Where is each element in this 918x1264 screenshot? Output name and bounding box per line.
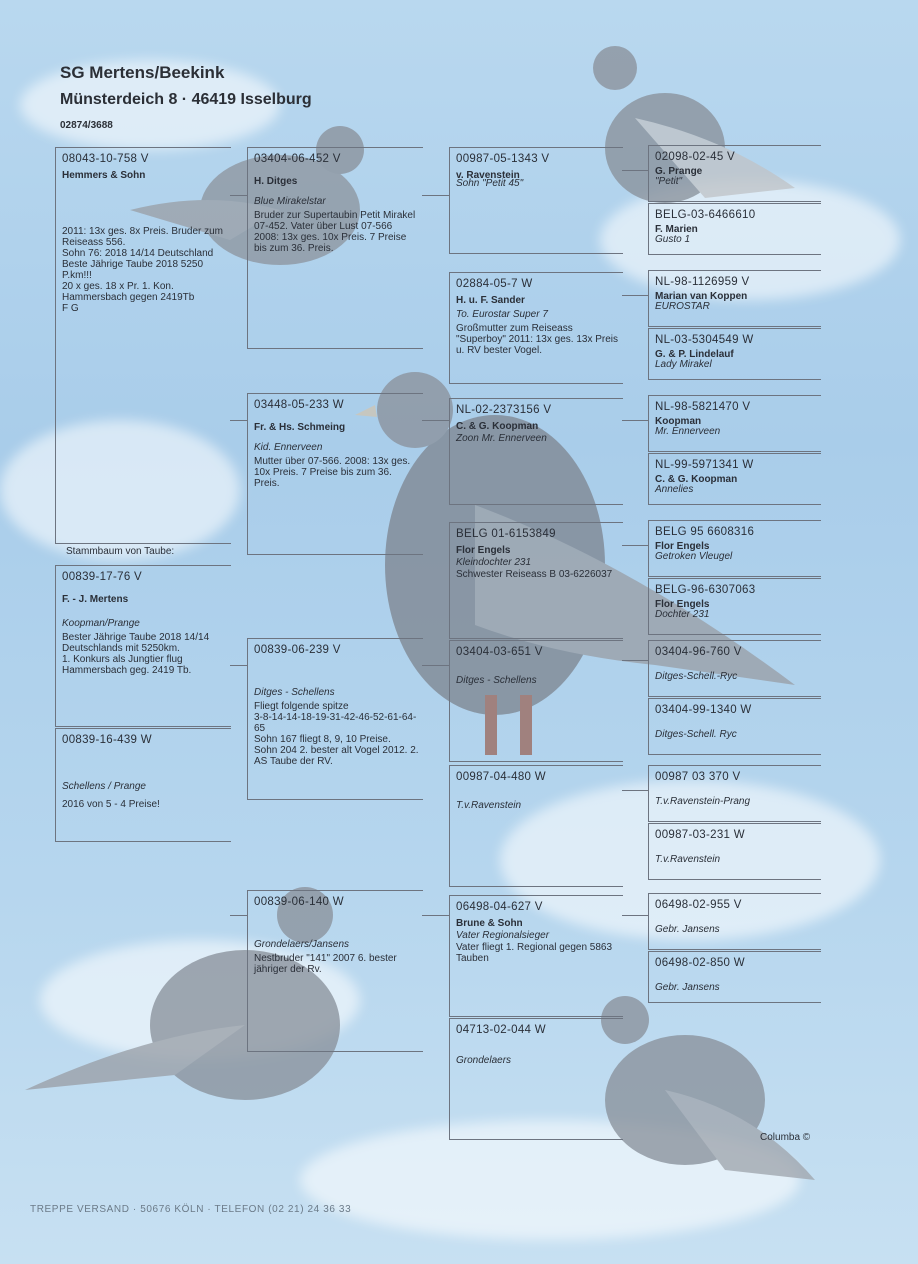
pedigree-num: 03404-96-760 V [655,646,742,658]
pedigree-strain: Ditges - Schellens [254,687,335,698]
pedigree-strain: Mr. Ennerveen [655,426,721,437]
pedigree-strain: Grondelaers [456,1055,512,1066]
connector-line [622,295,648,296]
pedigree-strain: Sohn "Petit 45" [456,178,524,189]
pedigree-num: 00987-05-1343 V [456,153,550,165]
connector-line [622,660,648,661]
pedigree-name: Brune & Sohn [456,918,523,929]
pedigree-note: Vater fliegt 1. Regional gegen 5863 Tauben [456,942,613,964]
pedigree-num: 03448-05-233 W [254,399,344,411]
pedigree-name: C. & G. Koopman [655,474,738,485]
connector-line [230,665,247,666]
pedigree-name: C. & G. Koopman [456,421,539,432]
pedigree-num: BELG 01-6153849 [456,528,556,540]
pedigree-box-g8 [449,1018,623,1140]
pedigree-num: 02884-05-7 W [456,278,533,290]
pedigree-num: NL-98-1126959 V [655,276,750,288]
pedigree-note: 2016 von 5 - 4 Preise! [62,799,160,810]
pedigree-name: Koopman [655,416,702,427]
pedigree-box-g4 [449,522,623,639]
pedigree-box-a9 [648,640,821,697]
breeder-address: Münsterdeich 8 · 46419 Isselburg [60,91,312,108]
pedigree-box-g6 [449,765,623,887]
pedigree-num: 03404-06-452 V [254,153,341,165]
connector-line [422,915,449,916]
pedigree-name: Fr. & Hs. Schmeing [254,422,346,433]
pedigree-note: Fliegt folgende spitze 3-8-14-14-18-19-31-42-46-52-61-64-65 Sohn 167 fliegt 8, 9, 10 Preise. Sohn 204 2. bester alt Vogel 2012. 2. AS Taube der RV. [254,701,419,767]
pedigree-strain: Ditges-Schell. Ryc [655,729,737,740]
pedigree-strain: Gebr. Jansens [655,982,720,993]
pedigree-strain: Lady Mirakel [655,359,712,370]
pedigree-box-a6 [648,453,821,505]
pedigree-box-a5 [648,395,821,452]
pedigree-box-s3 [247,638,423,800]
pedigree-num: NL-02-2373156 V [456,404,552,416]
pedigree-note: Mutter über 07-566. 2008: 13x ges. 10x Preis. 7 Preise bis zum 36. Preis. [254,456,411,489]
pedigree-num: 00987-04-480 W [456,771,546,783]
pedigree-box-subject [55,565,231,727]
pedigree-num: NL-03-5304549 W [655,334,754,346]
connector-line [230,420,247,421]
pedigree-name: G. Prange [655,166,703,177]
pedigree-box-a7 [648,520,821,577]
pedigree-box-a4 [648,328,821,380]
breeder-name: SG Mertens/Beekink [60,63,225,82]
pedigree-strain: EUROSTAR [655,301,710,312]
pedigree-box-a10 [648,698,821,755]
pedigree-strain: Dochter 231 [655,609,710,620]
copyright: Columba © [760,1132,811,1143]
pedigree-num: BELG-03-6466610 [655,209,756,221]
pedigree-box-a13 [648,893,821,950]
pedigree-note: Bruder zur Supertaubin Petit Mirakel 07-452. Vater über Lust 07-566 2008: 13x ges. 10x Preis. 7 Preise bis zum 36. Preis. [254,210,416,254]
pedigree-box-g7 [449,895,623,1017]
connector-line [230,195,247,196]
pedigree-box-g5 [449,640,623,762]
pedigree-strain: Getroken Vleugel [655,551,733,562]
pedigree-num: 00987 03 370 V [655,771,741,783]
pedigree-name: Flor Engels [655,599,710,610]
pedigree-name: Marian van Koppen [655,291,748,302]
pedigree-num: 06498-04-627 V [456,901,543,913]
pedigree-strain: Gusto 1 [655,234,691,245]
pedigree-strain: Zoon Mr. Ennerveen [456,433,547,444]
pedigree-box-a8 [648,578,821,635]
pedigree-strain: T.v.Ravenstein [456,800,522,811]
pedigree-name: v. Ravenstein [456,170,520,181]
pedigree-strain: Kid. Ennerveen [254,442,323,453]
pedigree-box-g1 [449,147,623,254]
pedigree-num: 00839-06-239 V [254,644,341,656]
pedigree-strain: Vater Regionalsieger [456,930,550,941]
pedigree-name: H. u. F. Sander [456,295,525,306]
pedigree-strain: Gebr. Jansens [655,924,720,935]
pedigree-num: 03404-99-1340 W [655,704,752,716]
pedigree-name: F. - J. Mertens [62,594,129,605]
pedigree-strain: "Petit" [655,176,683,187]
pedigree-num: 00839-16-439 W [62,734,152,746]
pedigree-num: 00987-03-231 W [655,829,745,841]
pedigree-strain: Blue Mirakelstar [254,196,326,207]
pedigree-num: BELG 95 6608316 [655,526,755,538]
connector-line [622,915,648,916]
pedigree-strain: Annelies [655,484,694,495]
pedigree-strain: Schellens / Prange [62,781,146,792]
pedigree-num: 00839-06-140 W [254,896,344,908]
pedigree-num: 06498-02-850 W [655,957,745,969]
connector-line [622,420,648,421]
connector-line [230,915,247,916]
pedigree-box-s1 [247,147,423,349]
pedigree-box-g2 [449,272,623,384]
pedigree-name: Flor Engels [655,541,710,552]
pedigree-strain: To. Eurostar Super 7 [456,309,548,320]
pedigree-strain: Ditges-Schell.-Ryc [655,671,738,682]
connector-line [422,195,449,196]
pedigree-label: Stammbaum von Taube: [66,546,175,557]
pedigree-box-g3 [449,398,623,505]
pedigree-note: Großmutter zum Reiseass "Superboy" 2011: 13x ges. 13x Preis u. RV bester Vogel. [456,323,619,356]
pedigree-name: G. & P. Lindelauf [655,349,734,360]
pedigree-box-a11 [648,765,821,822]
pedigree-box-s2 [247,393,423,555]
pedigree-box-dam [55,728,231,842]
pedigree-box-s4 [247,890,423,1052]
pedigree-num: NL-98-5821470 V [655,401,751,413]
pedigree-strain: Kleindochter 231 [456,557,532,568]
pedigree-num: BELG-96-6307063 [655,584,756,596]
pedigree-num: 00839-17-76 V [62,571,142,583]
breeder-phone: 02874/3688 [60,120,113,131]
pedigree-strain: Koopman/Prange [62,618,140,629]
connector-line [422,665,449,666]
pedigree-box-a3 [648,270,821,327]
pedigree-num: 02098-02-45 V [655,151,735,163]
pedigree-box-a12 [648,823,821,880]
pedigree-note: Nestbruder "141" 2007 6. bester jähriger der Rv. [254,953,397,975]
pedigree-name: F. Marien [655,224,698,235]
pedigree-name: Hemmers & Sohn [62,170,146,181]
connector-line [422,420,449,421]
connector-line [622,545,648,546]
pedigree-name: Flor Engels [456,545,511,556]
pedigree-strain: T.v.Ravenstein [655,854,721,865]
pedigree-strain: Ditges - Schellens [456,675,537,686]
pedigree-note: Schwester Reiseass B 03-6226037 [456,569,613,580]
pedigree-num: 04713-02-044 W [456,1024,546,1036]
connector-line [622,790,648,791]
pedigree-num: 06498-02-955 V [655,899,742,911]
pedigree-num: 03404-03-651 V [456,646,543,658]
pedigree-box-gen0-sire-note [55,147,231,544]
pedigree-strain: Grondelaers/Jansens [254,939,350,950]
pedigree-name: H. Ditges [254,176,298,187]
pedigree-strain: T.v.Ravenstein-Prang [655,796,751,807]
pedigree-box-a2 [648,203,821,255]
pedigree-box-a1 [648,145,821,202]
connector-line [622,170,648,171]
footer-publisher: TREPPE VERSAND · 50676 KÖLN · TELEFON (02 21) 24 36 33 [30,1204,352,1215]
pedigree-box-a14 [648,951,821,1003]
pedigree-note: 2011: 13x ges. 8x Preis. Bruder zum Reiseass 556. Sohn 76: 2018 14/14 Deutschland Beste Jährige Taube 2018 5250 P.km!!! 20 x ges. 18 x Pr. 1. Kon. Hammersbach gegen 2419Tb F G [62,226,224,314]
pedigree-num: NL-99-5971341 W [655,459,754,471]
pedigree-num: 08043-10-758 V [62,153,149,165]
pedigree-note: Bester Jährige Taube 2018 14/14 Deutschlands mit 5250km. 1. Konkurs als Jungtier flug Hammersbach geg. 2419 Tb. [62,632,210,676]
